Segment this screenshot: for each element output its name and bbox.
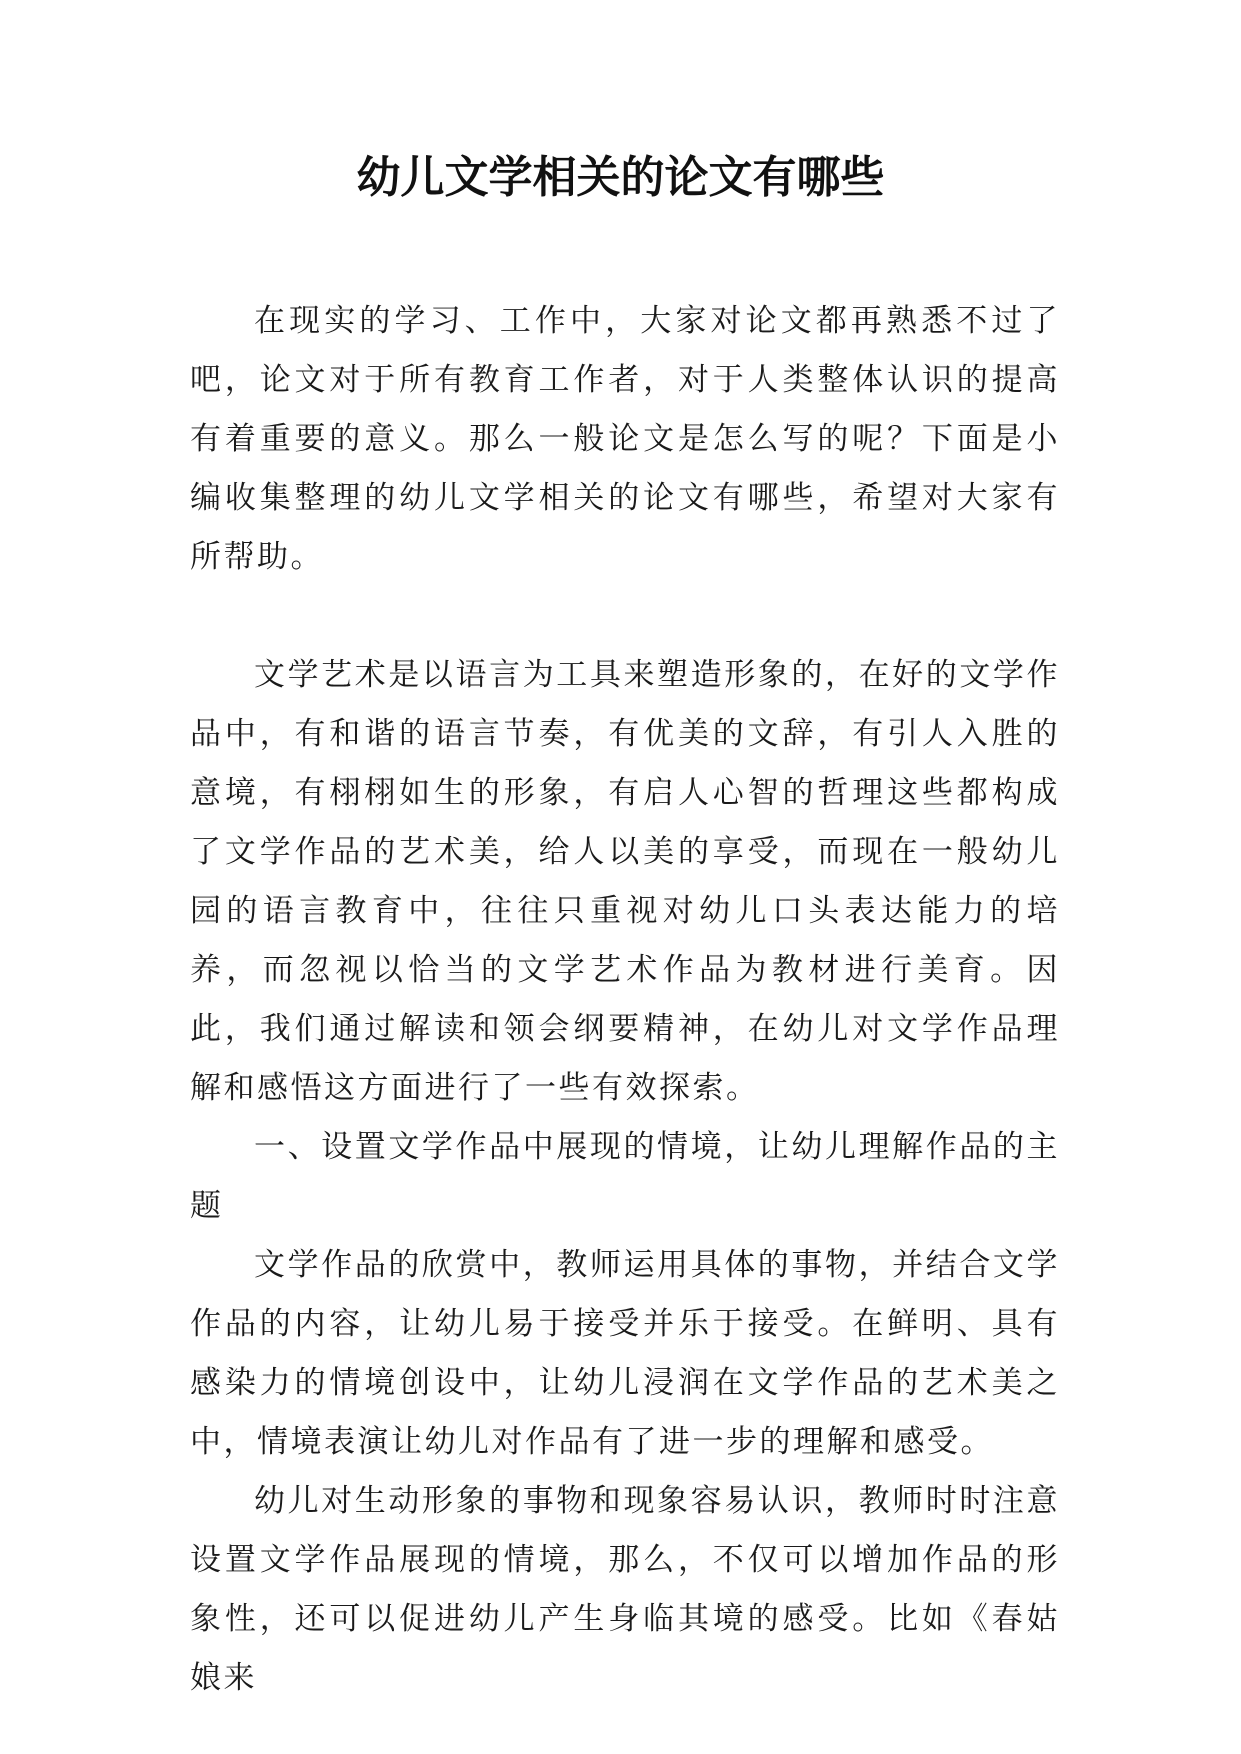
body-paragraph: 文学艺术是以语言为工具来塑造形象的，在好的文学作品中，有和谐的语言节奏，有优美的文辞，有引人入胜的意境，有栩栩如生的形象，有启人心智的哲理这些都构成了文学作品的艺术美，给人以美的享受，而现在一般幼儿园的语言教育中，往往只重视对幼儿口头表达能力的培养，而忽视以恰当的文学艺术作品为教材进行美育。因此，我们通过解读和领会纲要精神，在幼儿对文学作品理解和感悟这方面进行了一些有效探索。 — [190, 657, 1060, 1106]
body-paragraph: 文学作品的欣赏中，教师运用具体的事物，并结合文学作品的内容，让幼儿易于接受并乐于接受。在鲜明、具有感染力的情境创设中，让幼儿浸润在文学作品的艺术美之中，情境表演让幼儿对作品有了进一步的理解和感受。 — [190, 1247, 1060, 1460]
document-body — [190, 292, 1060, 1708]
body-paragraph: 幼儿对生动形象的事物和现象容易认识，教师时时注意设置文学作品展现的情境，那么，不仅可以增加作品的形象性，还可以促进幼儿产生身临其境的感受。比如《春姑娘来 — [190, 1483, 1060, 1696]
section-heading: 一、设置文学作品中展现的情境，让幼儿理解作品的主题 — [190, 1129, 1060, 1224]
document-title: 幼儿文学相关的论文有哪些 — [356, 152, 885, 203]
intro-paragraph: 在现实的学习、工作中，大家对论文都再熟悉不过了吧，论文对于所有教育工作者，对于人类整体认识的提高有着重要的意义。那么一般论文是怎么写的呢？下面是小编收集整理的幼儿文学相关的论文有哪些，希望对大家有所帮助。 — [190, 303, 1060, 575]
